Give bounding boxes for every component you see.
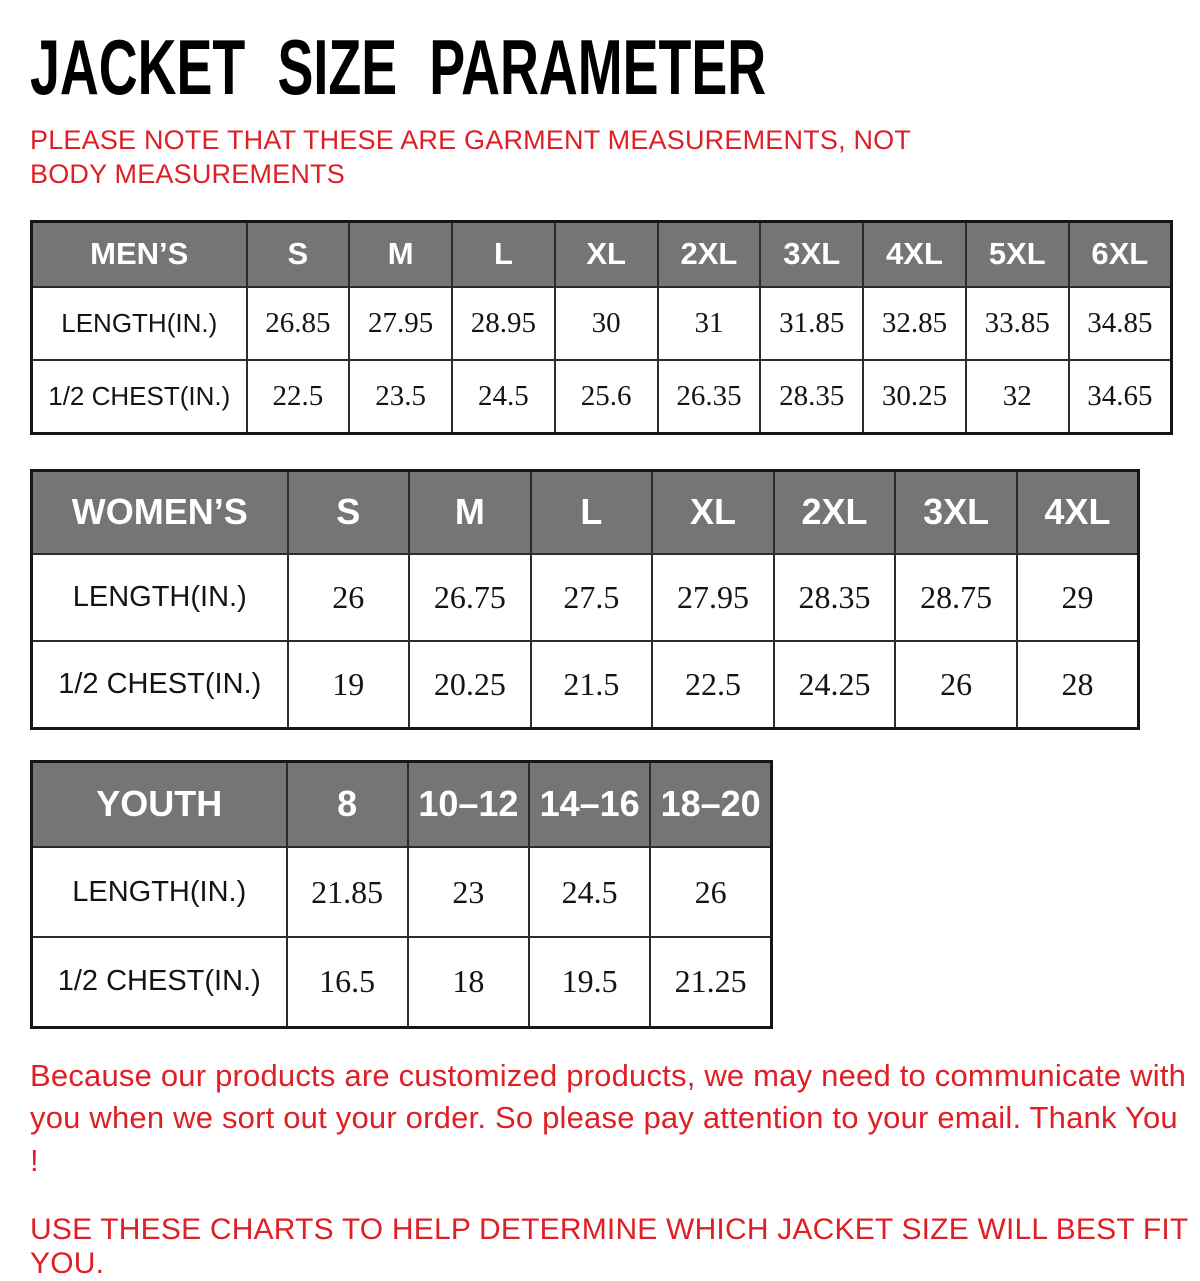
size-value: 23.5 <box>349 360 452 433</box>
womens-header-row <box>32 470 1139 554</box>
mens-size-col-header: S <box>247 221 350 287</box>
size-value: 21.5 <box>531 641 653 728</box>
mens-size-col-header: M <box>349 221 452 287</box>
mens-size-table <box>30 220 1173 435</box>
size-value: 26.35 <box>658 360 761 433</box>
row-label: 1/2 CHEST(IN.) <box>32 937 287 1027</box>
size-value: 18 <box>408 937 529 1027</box>
womens-size-col-header: 4XL <box>1017 470 1139 554</box>
size-value: 34.85 <box>1069 287 1172 360</box>
size-value: 30 <box>555 287 658 360</box>
row-label: LENGTH(IN.) <box>32 554 288 641</box>
youth-table-title-cell: YOUTH <box>32 761 287 847</box>
row-label: LENGTH(IN.) <box>32 287 247 360</box>
mens-size-col-header: 6XL <box>1069 221 1172 287</box>
womens-size-col-header: L <box>531 470 653 554</box>
garment-measurement-note: PLEASE NOTE THAT THESE ARE GARMENT MEASUREMENTS, NOT BODY MEASUREMENTS <box>30 125 911 189</box>
mens-size-col-header: 3XL <box>760 221 863 287</box>
size-value: 24.5 <box>452 360 555 433</box>
size-value: 24.25 <box>774 641 896 728</box>
size-value: 26 <box>288 554 410 641</box>
mens-size-col-header: 2XL <box>658 221 761 287</box>
row-label: 1/2 CHEST(IN.) <box>32 360 247 433</box>
size-value: 28 <box>1017 641 1139 728</box>
size-value: 32 <box>966 360 1069 433</box>
mens-size-col-header: 4XL <box>863 221 966 287</box>
size-value: 31 <box>658 287 761 360</box>
size-value: 27.95 <box>652 554 774 641</box>
size-value: 26 <box>895 641 1017 728</box>
size-value: 22.5 <box>652 641 774 728</box>
size-value: 30.25 <box>863 360 966 433</box>
page-title: JACKET SIZE PARAMETER <box>30 23 767 111</box>
size-value: 19.5 <box>529 937 650 1027</box>
size-value: 28.95 <box>452 287 555 360</box>
size-value: 33.85 <box>966 287 1069 360</box>
size-value: 28.35 <box>774 554 896 641</box>
womens-size-table <box>30 469 1140 730</box>
size-value: 20.25 <box>409 641 531 728</box>
womens-size-col-header: XL <box>652 470 774 554</box>
womens-table-title-cell: WOMEN’S <box>32 470 288 554</box>
size-value: 29 <box>1017 554 1139 641</box>
mens-table-title-cell: MEN’S <box>32 221 247 287</box>
womens-size-col-header: 2XL <box>774 470 896 554</box>
size-value: 27.5 <box>531 554 653 641</box>
size-value: 19 <box>288 641 410 728</box>
womens-measure-row <box>32 554 1139 641</box>
size-value: 16.5 <box>287 937 408 1027</box>
mens-header-row <box>32 221 1172 287</box>
size-value: 26.85 <box>247 287 350 360</box>
size-value: 28.75 <box>895 554 1017 641</box>
youth-measure-row <box>32 937 772 1027</box>
size-value: 31.85 <box>760 287 863 360</box>
size-value: 26.75 <box>409 554 531 641</box>
communication-note: Because our products are customized products, we may need to communicate with you when we sort out your order. So please pay attention to your email. Thank You ! <box>30 1057 1187 1179</box>
youth-size-col-header: 14–16 <box>529 761 650 847</box>
row-label: 1/2 CHEST(IN.) <box>32 641 288 728</box>
size-value: 22.5 <box>247 360 350 433</box>
size-value: 21.25 <box>650 937 771 1027</box>
youth-size-col-header: 18–20 <box>650 761 771 847</box>
mens-measure-row <box>32 360 1172 433</box>
size-value: 26 <box>650 847 771 937</box>
mens-size-col-header: 5XL <box>966 221 1069 287</box>
womens-size-col-header: M <box>409 470 531 554</box>
womens-measure-row <box>32 641 1139 728</box>
youth-header-row <box>32 761 772 847</box>
size-value: 34.65 <box>1069 360 1172 433</box>
size-value: 21.85 <box>287 847 408 937</box>
womens-size-col-header: 3XL <box>895 470 1017 554</box>
youth-size-col-header: 10–12 <box>408 761 529 847</box>
size-value: 23 <box>408 847 529 937</box>
youth-measure-row <box>32 847 772 937</box>
row-label: LENGTH(IN.) <box>32 847 287 937</box>
mens-measure-row <box>32 287 1172 360</box>
size-value: 27.95 <box>349 287 452 360</box>
usage-note: USE THESE CHARTS TO HELP DETERMINE WHICH JACKET SIZE WILL BEST FIT YOU. <box>30 1212 1188 1280</box>
size-value: 32.85 <box>863 287 966 360</box>
youth-size-col-header: 8 <box>287 761 408 847</box>
youth-size-table <box>30 760 773 1029</box>
size-tables <box>30 220 1200 1029</box>
womens-size-col-header: S <box>288 470 410 554</box>
mens-size-col-header: XL <box>555 221 658 287</box>
size-value: 25.6 <box>555 360 658 433</box>
mens-size-col-header: L <box>452 221 555 287</box>
size-value: 24.5 <box>529 847 650 937</box>
size-value: 28.35 <box>760 360 863 433</box>
